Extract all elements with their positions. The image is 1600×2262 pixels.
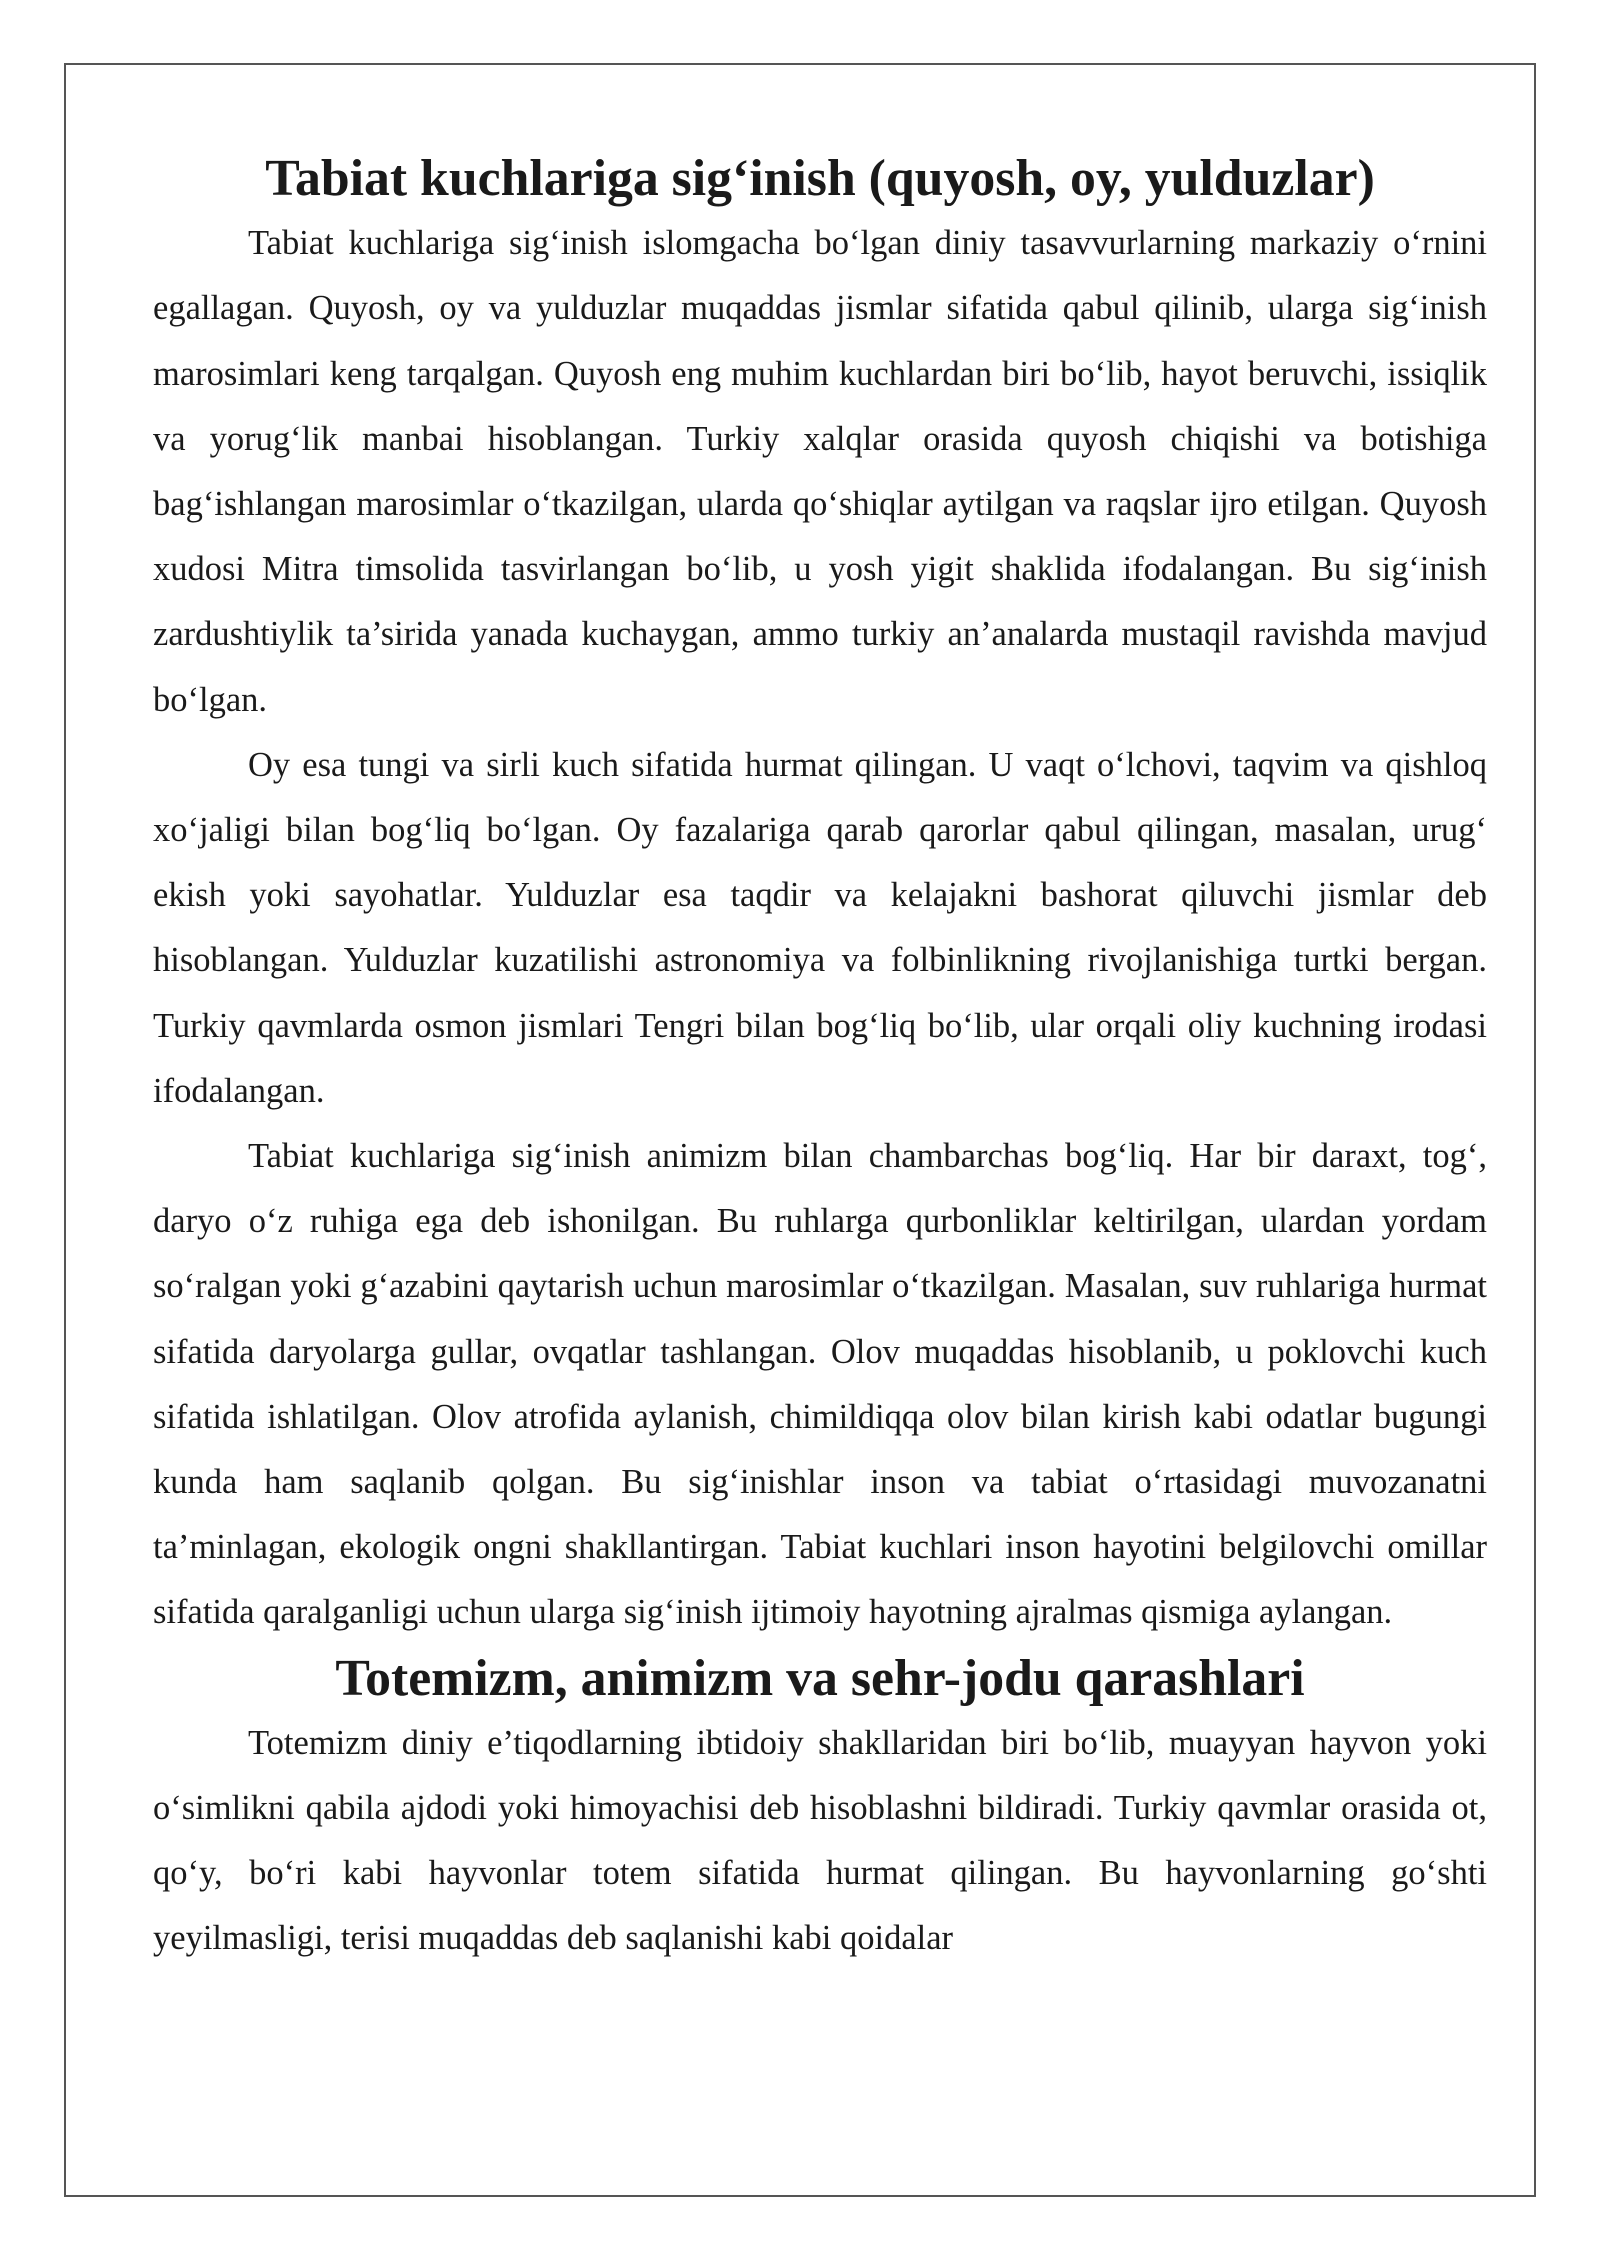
section-heading-nature-worship: Tabiat kuchlariga sig‘inish (quyosh, oy, yulduzlar) bbox=[265, 150, 1375, 207]
document-body bbox=[153, 146, 1487, 1972]
paragraph-moon-stars: Oy esa tungi va sirli kuch sifatida hurmat qilingan. U vaqt o‘lchovi, taqvim va qishloq xo‘jaligi bilan bog‘liq bo‘lgan. Oy fazalariga qarab qarorlar qabul qilingan, masalan, urug‘ ekish yoki sayohatlar. Yulduzlar esa taqdir va kelajakni bashorat qiluvchi jismlar deb hisoblangan. Yulduzlar kuzatilishi astronomiya va folbinlikning rivojlanishiga turtki bergan. Turkiy qavmlarda osmon jismlari Tengri bilan bog‘liq bo‘lib, ular orqali oliy kuchning irodasi ifodalangan. bbox=[153, 745, 1487, 1110]
section-heading-totemism: Totemizm, animizm va sehr-jodu qarashlari bbox=[335, 1649, 1305, 1707]
paragraph-totemism: Totemizm diniy e’tiqodlarning ibtidoiy shakllaridan biri bo‘lib, muayyan hayvon yoki o‘simlikni qabila ajdodi yoki himoyachisi deb hisoblashni bildiradi. Turkiy qavmlar orasida ot, qo‘y, bo‘ri kabi hayvonlar totem sifatida hurmat qilingan. Bu hayvonlarning go‘shti yeyilmasligi, terisi muqaddas deb saqlanishi kabi qoidalar bbox=[153, 1723, 1487, 1958]
paragraph-animism-link: Tabiat kuchlariga sig‘inish animizm bilan chambarchas bog‘liq. Har bir daraxt, tog‘, daryo o‘z ruhiga ega deb ishonilgan. Bu ruhlarga qurbonliklar keltirilgan, ulardan yordam so‘ralgan yoki g‘azabini qaytarish uchun marosimlar o‘tkazilgan. Masalan, suv ruhlariga hurmat sifatida daryolarga gullar, ovqatlar tashlangan. Olov muqaddas hisoblanib, u poklovchi kuch sifatida ishlatilgan. Olov atrofida aylanish, chimildiqqa olov bilan kirish kabi odatlar bugungi kunda ham saqlanib qolgan. Bu sig‘inishlar inson va tabiat o‘rtasidagi muvozanatni ta’minlagan, ekologik ongni shakllantirgan. Tabiat kuchlari inson hayotini belgilovchi omillar sifatida qaralganligi uchun ularga sig‘inish ijtimoiy hayotning ajralmas qismiga aylangan. bbox=[153, 1137, 1487, 1632]
paragraph-sun-worship: Tabiat kuchlariga sig‘inish islomgacha bo‘lgan diniy tasavvurlarning markaziy o‘rnini egallagan. Quyosh, oy va yulduzlar muqaddas jismlar sifatida qabul qilinib, ularga sig‘inish marosimlari keng tarqalgan. Quyosh eng muhim kuchlardan biri bo‘lib, hayot beruvchi, issiqlik va yorug‘lik manbai hisoblangan. Turkiy xalqlar orasida quyosh chiqishi va botishiga bag‘ishlangan marosimlar o‘tkazilgan, ularda qo‘shiqlar aytilgan va raqslar ijro etilgan. Quyosh xudosi Mitra timsolida tasvirlangan bo‘lib, u yosh yigit shaklida ifodalangan. Bu sig‘inish zardushtiylik ta’sirida yanada kuchaygan, ammo turkiy an’analarda mustaqil ravishda mavjud bo‘lgan. bbox=[153, 224, 1487, 719]
